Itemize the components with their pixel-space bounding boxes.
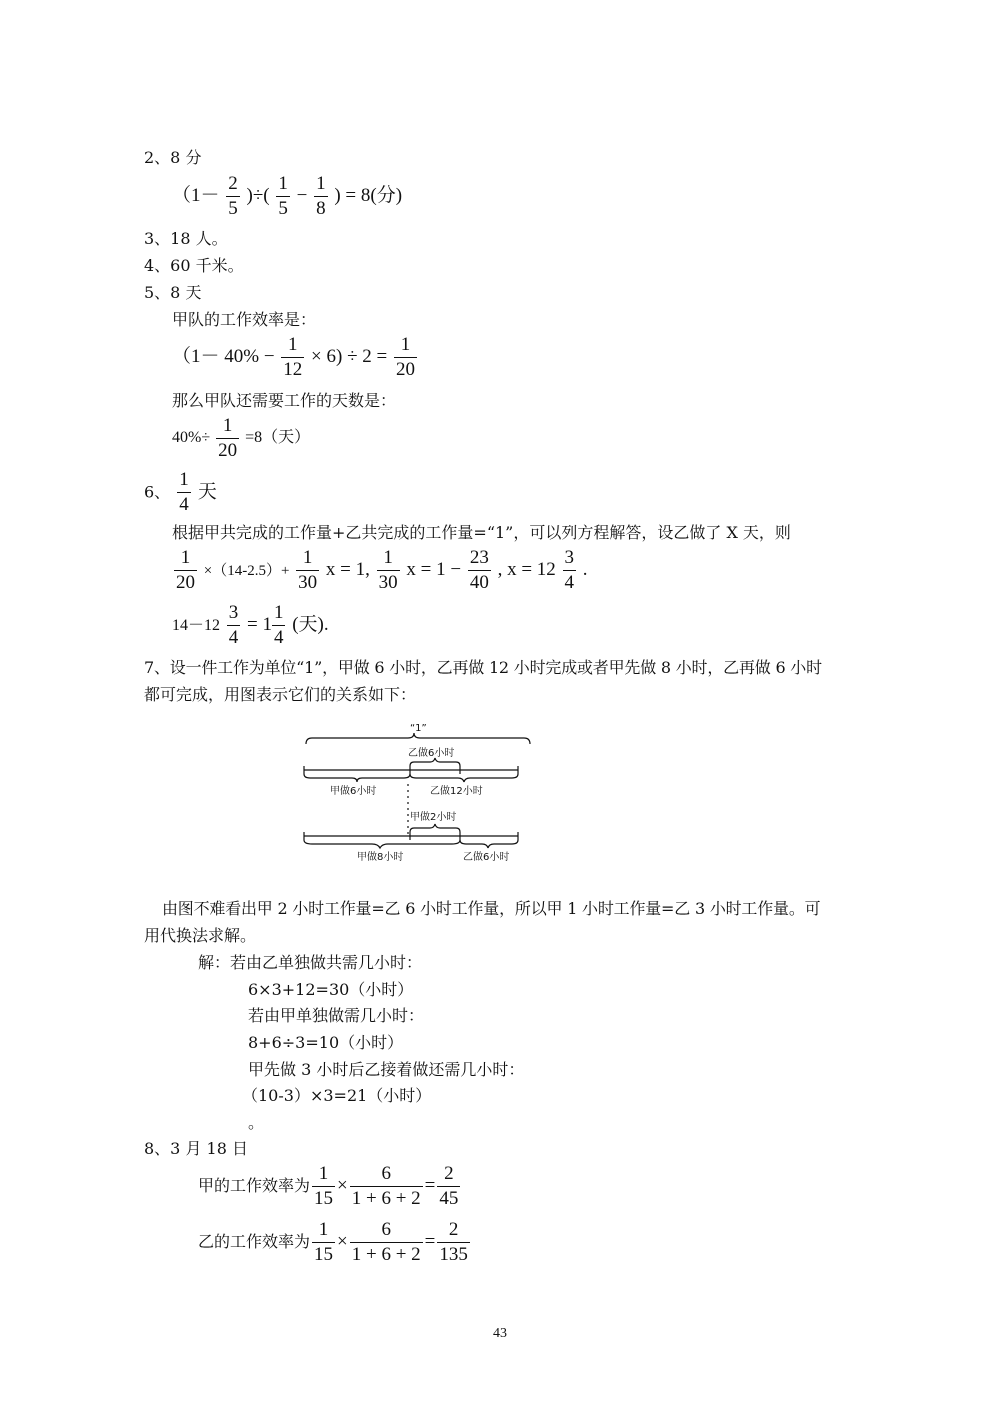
q8-yi-formula [198,1218,472,1267]
diagram-label-total: “1” [410,723,427,734]
fraction: $\frac{1}{15}$ [314,1219,334,1265]
formula-text: 14－12 [172,616,221,634]
formula-label: 乙的工作效率为 [198,1233,311,1251]
formula-text: × [337,1174,348,1196]
q2-formula [172,172,402,221]
fraction: $\frac{1}{4}$ [273,602,284,648]
q6-heading [144,468,217,517]
q8-heading: 8、3 月 18 日 [144,1139,248,1158]
fraction: $\frac{23}{40}$ [469,547,489,593]
formula-text: x = 1 − [406,558,462,580]
formula-text: =8（天） [245,429,311,447]
q5-formula1 [172,333,419,382]
q5-line2: 那么甲队还需要工作的天数是： [172,391,397,410]
fraction: $\frac{1}{5}$ [278,173,288,219]
fraction: $\frac{1}{8}$ [316,173,326,219]
fraction: $\frac{1}{4}$ [179,469,189,515]
formula-text: （1－ 40% − [172,345,275,367]
fraction: $\frac{2}{5}$ [228,173,238,219]
diagram-label-jia8: 甲做8小时 [357,852,404,863]
diagram-label-jia2: 甲做2小时 [410,812,457,823]
q5-heading: 5、8 天 [144,283,202,302]
q6-formula1 [172,546,588,595]
formula-text: ×（14-2.5）+ [203,562,290,579]
q7-line2: 都可完成，用图表示它们的关系如下： [144,685,417,704]
formula-text: , x = 12 [497,558,556,580]
q7-solution-line: 8+6÷3=10（小时） [248,1033,404,1052]
q3-heading: 3、18 人。 [144,229,228,248]
q7-line1: 7、设一件工作为单位“1”，甲做 6 小时，乙再做 12 小时完成或者甲先做 8 小时，乙再做 6 小时 [144,658,822,677]
work-relation-diagram [300,722,532,864]
q6-formula2 [172,601,329,650]
fraction: $\frac{1}{12}$ [283,334,303,380]
formula-text: = [424,1174,436,1196]
fraction: $\frac{6}{1 + 6 + 2}$ [351,1163,421,1209]
formula-text: × [337,1230,348,1252]
formula-text: （1－ [172,184,220,206]
q8-jia-formula [198,1162,462,1211]
formula-text: = [424,1230,436,1252]
fraction: $\frac{1}{15}$ [314,1163,334,1209]
q5-line1: 甲队的工作效率是： [172,310,317,329]
q7-solution-line: 。 [248,1113,265,1132]
q7-text2: 用代换法求解。 [144,926,257,945]
formula-text: (天). [292,613,329,635]
fraction: $\frac{3}{4}$ [564,547,575,593]
q6-unit: 天 [197,481,217,503]
q4-heading: 4、60 千米。 [144,256,244,275]
formula-label: 甲的工作效率为 [198,1177,311,1195]
fraction: $\frac{3}{4}$ [228,602,239,648]
q7-solution-line: 若由甲单独做需几小时： [248,1006,425,1025]
diagram-label-jia6: 甲做6小时 [330,786,377,797]
fraction: $\frac{1}{20}$ [218,415,238,461]
formula-text: ) = 8(分) [334,184,403,206]
diagram-label-yi6: 乙做6小时 [408,748,455,759]
fraction: $\frac{1}{20}$ [176,547,195,593]
fraction: $\frac{1}{20}$ [395,334,415,380]
q7-solution-line: 甲先做 3 小时后乙接着做还需几小时： [248,1060,525,1079]
fraction: $\frac{2}{45}$ [439,1163,459,1209]
fraction: $\frac{1}{30}$ [298,547,318,593]
q5-formula2 [172,414,310,463]
q7-solution-line: 6×3+12=30（小时） [248,980,414,999]
q7-solution-line: 解：若由乙单独做共需几小时： [198,953,423,972]
q7-solution-line: （10-3）×3=21（小时） [242,1086,432,1105]
fraction: $\frac{2}{135}$ [439,1219,468,1265]
q7-text1: 由图不难看出甲 2 小时工作量=乙 6 小时工作量，所以甲 1 小时工作量=乙 3 小时工作量。可 [162,899,821,918]
formula-text: − [296,184,308,206]
fraction: $\frac{1}{30}$ [378,547,398,593]
formula-text: × 6) ÷ 2 = [311,345,388,367]
formula-text: x = 1, [325,558,370,580]
diagram-label-yi12: 乙做12小时 [430,786,483,797]
formula-text: . [582,558,588,580]
fraction: $\frac{6}{1 + 6 + 2}$ [351,1219,421,1265]
formula-text: )÷( [246,184,270,206]
q6-text: 根据甲共完成的工作量+乙共完成的工作量=“1”，可以列方程解答，设乙做了 X 天，则 [172,523,791,542]
diagram-label-yi6b: 乙做6小时 [463,852,510,863]
formula-text: 40%÷ [172,429,211,447]
page-number: 43 [493,1326,507,1341]
q2-heading: 2、8 分 [144,148,202,167]
q6-label: 6、 [144,482,171,502]
formula-text: = 1 [247,613,272,635]
